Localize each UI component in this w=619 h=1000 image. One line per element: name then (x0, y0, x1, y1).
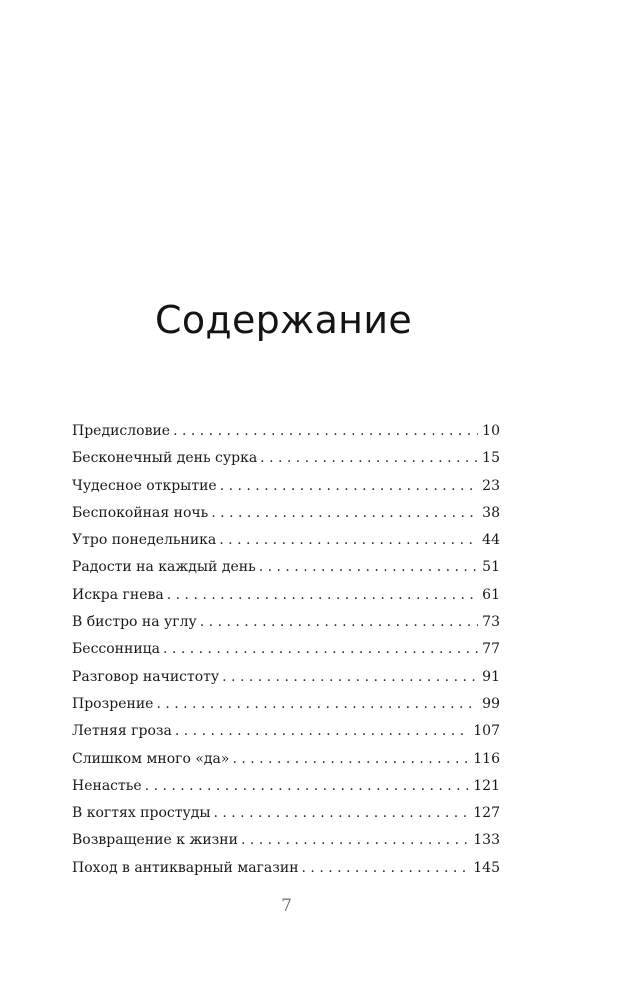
toc-entry-title: Летняя гроза (72, 723, 172, 740)
toc-entry-title: Чудесное открытие (72, 477, 217, 494)
toc-entry-page: 107 (473, 723, 500, 740)
toc-entry-title: Прозрение (72, 695, 154, 712)
toc-entry-title: Предисловие (72, 423, 171, 439)
toc-entry (72, 527, 500, 554)
dot-leader (175, 718, 469, 745)
dot-leader (173, 418, 478, 445)
toc-entry (72, 445, 500, 472)
toc-entry-title: Поход в антикварный магазин (72, 859, 299, 876)
toc-entry (72, 746, 500, 773)
table-of-contents (72, 418, 500, 882)
toc-entry-title: Возвращение к жизни (72, 832, 238, 849)
toc-entry-page: 10 (482, 423, 500, 439)
dot-leader (260, 445, 478, 472)
dot-leader (145, 773, 470, 800)
toc-entry-page: 77 (482, 641, 500, 658)
dot-leader (241, 827, 469, 854)
toc-entry-title: Ненастье (72, 777, 142, 794)
toc-entry (72, 773, 500, 800)
toc-entry (72, 554, 500, 581)
toc-entry-page: 145 (473, 859, 500, 876)
toc-entry (72, 855, 500, 882)
toc-entry (72, 691, 500, 718)
page-number: 7 (281, 896, 292, 916)
toc-entry-title: Искра гнева (72, 586, 164, 603)
dot-leader (211, 500, 478, 527)
toc-entry-page: 91 (482, 668, 500, 685)
dot-leader (219, 527, 478, 554)
toc-entry-page: 127 (473, 805, 500, 822)
toc-entry-title: Разговор начистоту (72, 668, 220, 685)
toc-entry-page: 15 (482, 450, 500, 467)
dot-leader (163, 636, 478, 663)
toc-entry-page: 44 (482, 532, 500, 549)
dot-leader (222, 664, 478, 691)
dot-leader (302, 855, 470, 882)
toc-entry-page: 61 (482, 586, 500, 603)
toc-entry-title: Слишком много «да» (72, 750, 230, 767)
toc-entry-page: 38 (482, 504, 500, 521)
dot-leader (213, 800, 469, 827)
toc-entry (72, 609, 500, 636)
toc-entry-title: Бесконечный день сурка (72, 450, 258, 467)
toc-entry-page: 99 (482, 695, 500, 712)
toc-entry (72, 636, 500, 663)
toc-entry-page: 23 (482, 477, 500, 494)
toc-entry (72, 500, 500, 527)
dot-leader (220, 473, 478, 500)
dot-leader (259, 554, 478, 581)
dot-leader (167, 582, 478, 609)
toc-entry (72, 827, 500, 854)
toc-entry-title: В когтях простуды (72, 805, 211, 822)
toc-entry-page: 51 (482, 559, 500, 576)
toc-entry-page: 73 (482, 614, 500, 631)
toc-entry-title: Беспокойная ночь (72, 504, 209, 521)
dot-leader (200, 609, 478, 636)
toc-entry-page: 133 (473, 832, 500, 849)
dot-leader (232, 746, 469, 773)
dot-leader (156, 691, 478, 718)
toc-entry-title: В бистро на углу (72, 614, 197, 631)
toc-entry-page: 116 (473, 750, 500, 767)
toc-entry-page: 121 (473, 777, 500, 794)
toc-entry (72, 582, 500, 609)
page-title: Содержание (155, 298, 412, 342)
toc-entry-title: Утро понедельника (72, 532, 217, 549)
toc-entry (72, 418, 500, 445)
toc-entry-title: Бессонница (72, 641, 161, 658)
toc-entry (72, 664, 500, 691)
toc-entry (72, 473, 500, 500)
toc-entry-title: Радости на каждый день (72, 559, 256, 576)
toc-entry (72, 718, 500, 745)
toc-entry (72, 800, 500, 827)
